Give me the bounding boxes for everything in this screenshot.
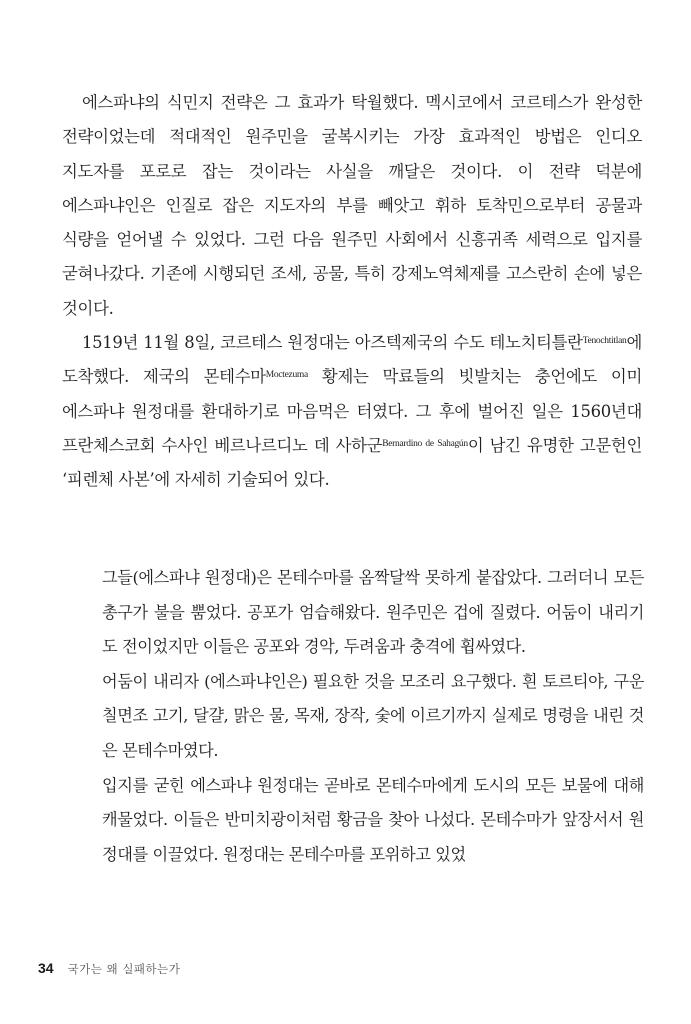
- paragraph-text: 에 도착했다. 제국의 몬테수마: [62, 333, 642, 387]
- gloss-tenochtitlan: Tenochtitlan: [582, 336, 627, 347]
- main-body-text: [62, 86, 642, 498]
- paragraph-text: 이 남긴 유명한 고문헌인 ‘피렌체 사본’에 자세히 기술되어 있다.: [62, 435, 642, 490]
- gloss-moctezuma: Moctezuma: [265, 370, 308, 381]
- paragraph-colonial-strategy: [62, 86, 642, 326]
- paragraph-text: 1519년 11월 8일, 코르테스 원정대는 아즈텍제국의 수도 테노치티틀란: [82, 333, 583, 353]
- quote-paragraph: 그들(에스파냐 원정대)은 몬테수마를 옴짝달싹 못하게 붙잡았다. 그러더니 모든 총구가 불을 뿜었다. 공포가 엄습해왔다. 원주민은 겁에 질렸다. 어둠이 내리기도 전이었지만 이들은 공포와 경악, 두려움과 충격에 휩싸였다.: [102, 568, 644, 657]
- paragraph-text: 에스파냐의 식민지 전략은 그 효과가 탁월했다. 멕시코에서 코르테스가 완성한 전략이었는데 적대적인 원주민을 굴복시키는 가장 효과적인 방법은 인디오 지도자를 포로로 잡는 것이라는 사실을 깨달은 것이다. 이 전략 덕분에 에스파냐인은 인질로 잡은 지도자의 부를 빼앗고 휘하 토착민으로부터 공물과 식량을 얻어낼 수 있었다. 그런 다음 원주민 사회에서 신흥귀족 세력으로 입지를 굳혀나갔다. 기존에 시행되던 조세, 공물, 특히 강제노역체제를 고스란히 손에 넣은 것이다.: [62, 93, 642, 318]
- gloss-sahagun: Bernardino de Sahagún: [382, 438, 468, 449]
- quote-paragraph: 어둠이 내리자 (에스파냐인은) 필요한 것을 모조리 요구했다. 흰 토르티야, 구운 칠면조 고기, 달걀, 맑은 물, 목재, 장작, 숯에 이르기까지 실제로 명령을 내린 것은 몬테수마였다.: [102, 671, 644, 760]
- block-quote-florentine-codex: [102, 561, 644, 872]
- paragraph-text: 황제는 막료들의 빗발치는 충언에도 이미 에스파냐 원정대를 환대하기로 마음먹은 터였다. 그 후에 벌어진 일은 1560년대 프란체스코회 수사인 베르나르디노 데 사하군: [62, 367, 642, 455]
- quote-paragraph: 입지를 굳힌 에스파냐 원정대는 곧바로 몬테수마에게 도시의 모든 보물에 대해 캐물었다. 이들은 반미치광이처럼 황금을 찾아 나섰다. 몬테수마가 앞장서서 원정대를 이끌었다. 원정대는 몬테수마를 포위하고 있었: [102, 775, 644, 864]
- running-title: 국가는 왜 실패하는가: [67, 962, 181, 976]
- page-number: 34: [38, 960, 54, 976]
- page-footer: [38, 960, 180, 977]
- paragraph-cortes-arrival: [62, 326, 642, 497]
